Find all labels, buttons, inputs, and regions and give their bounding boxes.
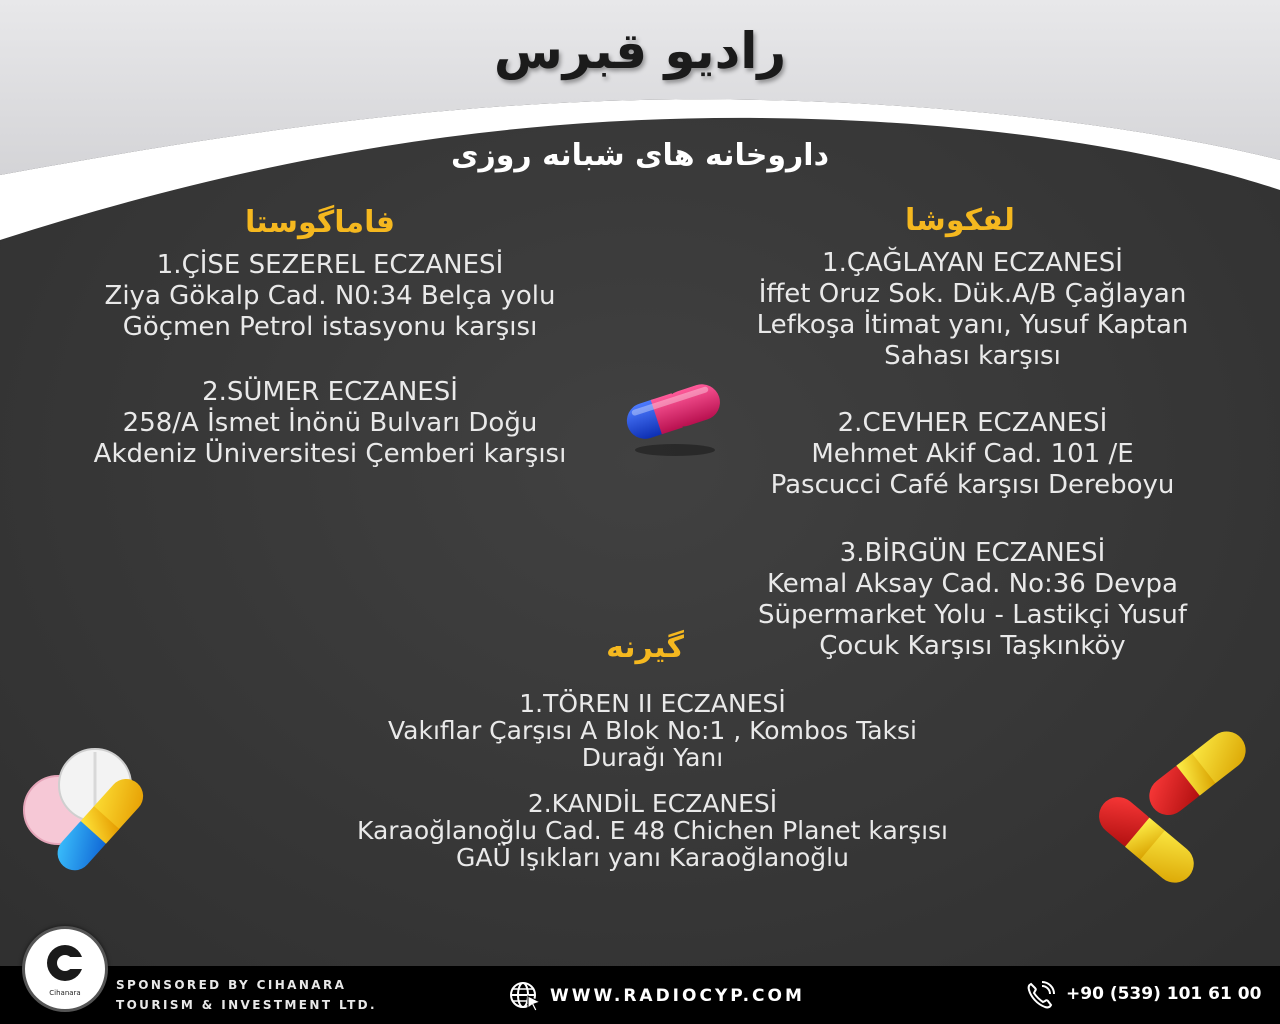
pharmacy-nicosia-3 bbox=[700, 538, 1245, 662]
sponsor-text bbox=[116, 975, 377, 1015]
pharmacy-address-line: Lefkoşa İtimat yanı, Yusuf Kaptan bbox=[756, 310, 1189, 340]
pharmacy-address-line: Durağı Yanı bbox=[581, 743, 724, 772]
pharmacy-address-line: Kemal Aksay Cad. No:36 Devpa bbox=[767, 569, 1178, 599]
capsules-red-yellow-icon bbox=[1080, 710, 1265, 895]
pharmacy-kyrenia-2 bbox=[240, 790, 1065, 871]
pharmacy-nicosia-1 bbox=[700, 248, 1245, 372]
pharmacy-address-line: Ziya Gökalp Cad. N0:34 Belça yolu bbox=[104, 281, 556, 311]
pharmacy-address-line: Vakıflar Çarşısı A Blok No:1 , Kombos Taksi bbox=[387, 716, 917, 745]
pharmacy-kyrenia-1 bbox=[240, 690, 1065, 771]
city-heading-famagusta: فاماگوستا bbox=[244, 205, 395, 240]
pharmacy-famagusta-2 bbox=[20, 377, 640, 470]
pharmacy-address-line: Karaoğlanoğlu Cad. E 48 Chichen Planet karşısı bbox=[357, 816, 948, 845]
pharmacy-address-line: Göçmen Petrol istasyonu karşısı bbox=[122, 312, 538, 342]
pharmacy-name: 1.TÖREN II ECZANESİ bbox=[519, 689, 786, 718]
pharmacy-famagusta-1 bbox=[20, 250, 640, 343]
sponsor-logo bbox=[22, 926, 108, 1012]
logo-text: Cihanara bbox=[49, 989, 81, 997]
pharmacy-address-line: Pascucci Café karşısı Dereboyu bbox=[770, 470, 1175, 500]
page-subtitle: داروخانه های شبانه روزی bbox=[451, 138, 829, 173]
pharmacy-name: 3.BİRGÜN ECZANESİ bbox=[839, 538, 1106, 568]
capsule-blue-pink-icon bbox=[615, 365, 735, 475]
pharmacy-address-line: Akdeniz Üniversitesi Çemberi karşısı bbox=[93, 439, 567, 469]
pills-left-icon bbox=[20, 740, 170, 890]
globe-cursor-icon bbox=[508, 980, 542, 1012]
city-heading-nicosia: لفکوشا bbox=[905, 203, 1015, 238]
pharmacy-address-line: Mehmet Akif Cad. 101 /E bbox=[811, 439, 1134, 469]
pharmacy-name: 1.ÇAĞLAYAN ECZANESİ bbox=[822, 248, 1123, 278]
pharmacy-address-line: İffet Oruz Sok. Dük.A/B Çağlayan bbox=[758, 279, 1187, 309]
pharmacy-name: 2.SÜMER ECZANESİ bbox=[202, 377, 458, 407]
pharmacy-address-line: Sahası karşısı bbox=[884, 341, 1061, 371]
pharmacy-address-line: GAÜ Işıkları yanı Karaoğlanoğlu bbox=[456, 843, 849, 872]
phone-number[interactable]: +90 (539) 101 61 00 bbox=[1066, 984, 1262, 1004]
pharmacy-name: 2.KANDİL ECZANESİ bbox=[527, 789, 778, 818]
pharmacy-name: 1.ÇİSE SEZEREL ECZANESİ bbox=[156, 250, 504, 280]
sponsor-line-2: TOURISM & INVESTMENT LTD. bbox=[116, 998, 377, 1012]
city-heading-kyrenia: گیرنه bbox=[606, 630, 684, 665]
pharmacy-nicosia-2 bbox=[700, 408, 1245, 501]
pharmacy-address-line: 258/A İsmet İnönü Bulvarı Doğu bbox=[122, 408, 538, 438]
phone-icon bbox=[1024, 980, 1056, 1012]
cihanara-logo-icon bbox=[25, 929, 105, 1009]
sponsor-line-1: SPONSORED BY CIHANARA bbox=[116, 978, 347, 992]
pharmacy-address-line: Çocuk Karşısı Taşkınköy bbox=[819, 631, 1126, 661]
website-link[interactable]: WWW.RADIOCYP.COM bbox=[550, 986, 805, 1006]
pharmacy-address-line: Süpermarket Yolu - Lastikçi Yusuf bbox=[758, 600, 1187, 630]
pharmacy-name: 2.CEVHER ECZANESİ bbox=[837, 408, 1108, 438]
page-title: رادیو قبرس bbox=[493, 22, 787, 80]
